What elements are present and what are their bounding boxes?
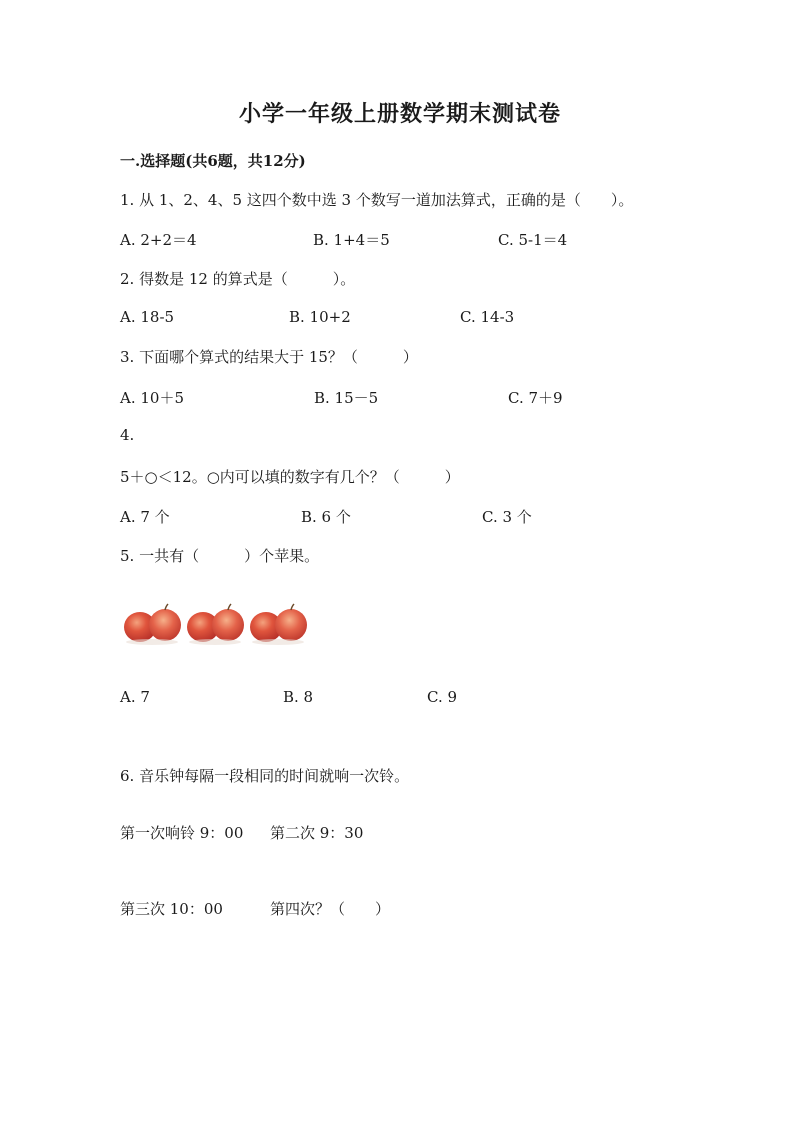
question-5-option-c: C. 9 [427,688,458,706]
question-3-option-a: A. 10＋5 [120,389,184,407]
question-3-stem: 3. 下面哪个算式的结果大于 15？（ ） [120,348,418,366]
apple-pair-2 [187,604,244,645]
question-4-option-b: B. 6 个 [301,508,351,526]
question-4-option-c: C. 3 个 [482,508,532,526]
question-3-option-b: B. 15－5 [314,389,379,407]
question-2-option-a: A. 18-5 [120,308,175,326]
question-5-stem: 5. 一共有（ ）个苹果。 [120,547,320,565]
question-4-number: 4. [120,426,135,444]
question-2-stem: 2. 得数是 12 的算式是（ ）。 [120,270,356,288]
question-5-option-b: B. 8 [283,688,314,706]
apple-pair-3 [250,604,307,645]
question-5-option-a: A. 7 [120,688,150,706]
question-1-option-a: A. 2+2＝4 [120,231,197,249]
ring-fourth: 第四次？（ ） [270,900,391,918]
question-1-stem: 1. 从 1、2、4、5 这四个数中选 3 个数写一道加法算式，正确的是（ ）。 [120,191,634,209]
apple-pair-1 [124,604,181,645]
question-2-option-b: B. 10+2 [289,308,351,326]
ring-third: 第三次 10：00 [120,900,223,918]
question-1-option-b: B. 1+4＝5 [313,231,390,249]
section-heading: 一.选择题(共6题，共12分) [120,152,306,170]
ring-first: 第一次响铃 9：00 [120,824,244,842]
question-1-option-c: C. 5-1＝4 [498,231,568,249]
page-title: 小学一年级上册数学期末测试卷 [238,101,561,127]
question-4-stem: 5＋○＜12。○内可以填的数字有几个？（ ） [120,468,460,486]
question-6-stem: 6. 音乐钟每隔一段相同的时间就响一次铃。 [120,767,410,785]
question-3-option-c: C. 7＋9 [508,389,563,407]
question-2-option-c: C. 14-3 [460,308,515,326]
question-4-option-a: A. 7 个 [120,508,170,526]
apple-group-icon [122,600,308,646]
ring-second: 第二次 9：30 [270,824,364,842]
